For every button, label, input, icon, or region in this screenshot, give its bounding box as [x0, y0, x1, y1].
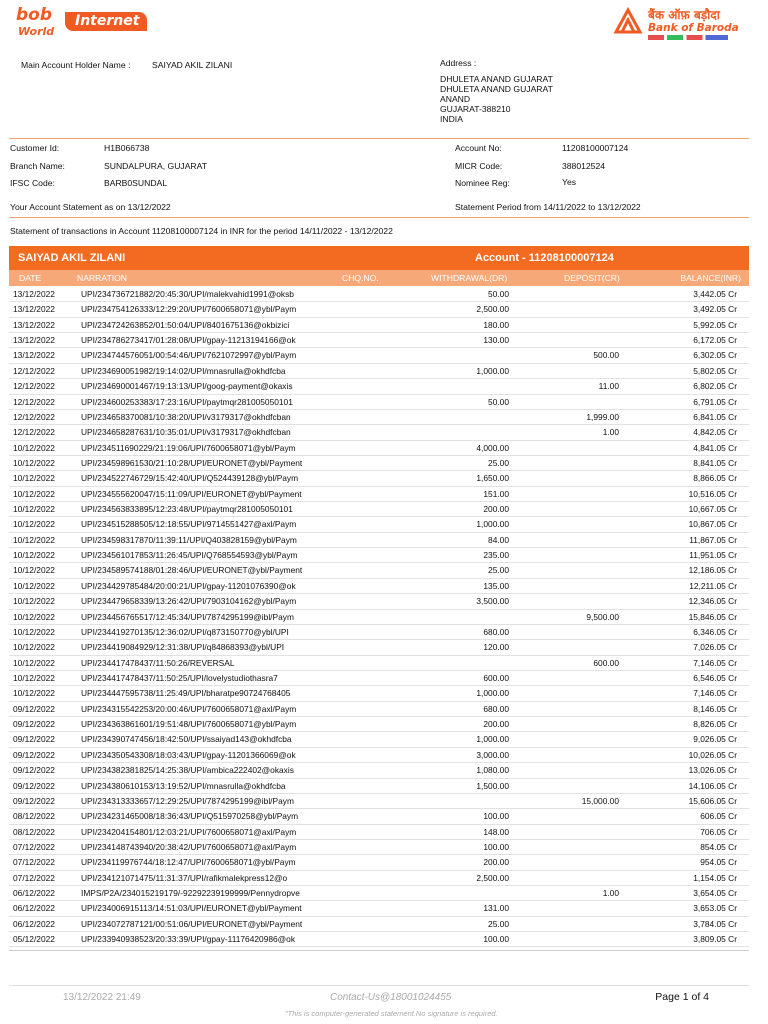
table-row [9, 395, 749, 410]
row-balance: 7,146.05 Cr [693, 688, 737, 699]
row-balance: 854.05 Cr [700, 841, 737, 852]
row-balance: 706.05 Cr [700, 826, 737, 837]
footer-contact: Contact-Us@18001024455 [330, 992, 452, 1003]
table-row [9, 840, 749, 855]
table-row [9, 379, 749, 394]
bank-name-english: Bank of Baroda [648, 22, 739, 34]
row-withdrawal: 131.00 [483, 903, 509, 914]
row-narration: UPI/234447595738/11:25:49/UPI/bharatpe90724768405 [81, 688, 291, 699]
table-row [9, 348, 749, 363]
row-deposit: 15,000.00 [581, 795, 619, 806]
row-narration: UPI/234380610153/13:19:52/UPI/mnasrulla@okhdfcba [81, 780, 286, 791]
row-narration: UPI/234598961530/21:10:28/UPI/EURONET@ybl/Payment [81, 457, 303, 468]
row-deposit: 11.00 [598, 381, 619, 392]
row-withdrawal: 1,000.00 [476, 519, 509, 530]
table-row [9, 364, 749, 379]
address-label: Address : [440, 58, 477, 68]
holder-name: SAIYAD AKIL ZILANI [152, 60, 233, 70]
table-row [9, 318, 749, 333]
row-date: 07/12/2022 [13, 841, 55, 852]
row-date: 10/12/2022 [13, 672, 55, 683]
row-narration: UPI/234315542253/20:00:46/UPI/7600658071@axl/Paym [81, 703, 297, 714]
row-date: 10/12/2022 [13, 488, 55, 499]
table-row [9, 502, 749, 517]
row-narration: UPI/234417478437/11:50:25/UPI/lovelystudiothasra7 [81, 672, 278, 683]
row-date: 10/12/2022 [13, 642, 55, 653]
bank-of-baroda-logo [612, 6, 739, 40]
row-narration: UPI/234382381825/14:25:38/UPI/ambica222402@okaxis [81, 765, 294, 776]
row-balance: 10,867.05 Cr [688, 519, 737, 530]
address-line: DHULETA ANAND GUJARAT [440, 84, 553, 94]
row-narration: UPI/234561017853/11:26:45/UPI/Q768554593@ybl/Paym [81, 550, 298, 561]
row-date: 10/12/2022 [13, 565, 55, 576]
row-date: 09/12/2022 [13, 780, 55, 791]
row-balance: 954.05 Cr [700, 857, 737, 868]
row-balance: 3,654.05 Cr [693, 888, 737, 899]
micr-value: 388012524 [562, 161, 606, 171]
statement-description: Statement of transactions in Account 11208100007124 in INR for the period 14/11/2022 - 13/12/2022 [10, 226, 393, 236]
row-withdrawal: 135.00 [483, 580, 509, 591]
row-date: 07/12/2022 [13, 857, 55, 868]
footer-note: "This is computer-generated statement.No signature is required. [285, 1009, 498, 1018]
row-withdrawal: 1,000.00 [476, 688, 509, 699]
footer-divider [9, 985, 749, 986]
micr-label: MICR Code: [455, 161, 503, 171]
row-narration: UPI/234563833895/12:23:48/UPI/paytmqr281005050101 [81, 504, 293, 515]
ifsc-value: BARB0SUNDAL [104, 178, 168, 188]
transactions-table [9, 287, 749, 947]
row-date: 07/12/2022 [13, 872, 55, 883]
page-indicator: Page 1 of 4 [655, 991, 709, 1003]
row-deposit: 600.00 [593, 657, 619, 668]
col-date: DATE [19, 273, 42, 283]
col-narration: NARRATION [77, 273, 127, 283]
table-row [9, 656, 749, 671]
row-deposit: 1.00 [602, 427, 619, 438]
row-narration: UPI/234148743940/20:38:42/UPI/7600658071@axl/Paym [81, 841, 297, 852]
col-withdrawal: WITHDRAWAL(DR) [431, 273, 508, 283]
table-bottom-line [9, 950, 749, 951]
row-balance: 12,186.05 Cr [688, 565, 737, 576]
row-date: 10/12/2022 [13, 442, 55, 453]
row-narration: UPI/234456765517/12:45:34/UPI/7874295199@ibl/Paym [81, 611, 294, 622]
row-date: 10/12/2022 [13, 550, 55, 561]
col-balance: BALANCE(INR) [680, 273, 741, 283]
footer-datetime: 13/12/2022 21:49 [63, 992, 141, 1003]
row-date: 10/12/2022 [13, 657, 55, 668]
bob-word: bob [16, 5, 53, 25]
account-no-label: Account No: [455, 143, 502, 153]
branch-label: Branch Name: [10, 161, 65, 171]
baroda-sun-icon [612, 6, 644, 36]
address-line: ANAND [440, 94, 471, 104]
row-withdrawal: 1,000.00 [476, 734, 509, 745]
table-holder-name: SAIYAD AKIL ZILANI [18, 252, 126, 264]
row-date: 13/12/2022 [13, 350, 55, 361]
table-header [9, 270, 749, 286]
row-narration: UPI/234119976744/18:12:47/UPI/7600658071@ybl/Paym [81, 857, 296, 868]
row-balance: 12,346.05 Cr [688, 596, 737, 607]
row-withdrawal: 2,500.00 [476, 304, 509, 315]
row-date: 05/12/2022 [13, 934, 55, 945]
table-row [9, 333, 749, 348]
row-withdrawal: 148.00 [483, 826, 509, 837]
row-date: 13/12/2022 [13, 304, 55, 315]
row-narration: UPI/234419084929/12:31:38/UPI/q84868393@ybl/UPI [81, 642, 285, 653]
col-deposit: DEPOSIT(CR) [564, 273, 620, 283]
row-narration: UPI/234429785484/20:00:21/UPI/gpay-11201076390@ok [81, 580, 296, 591]
table-row [9, 717, 749, 732]
customer-id-label: Customer Id: [10, 143, 60, 153]
row-narration: UPI/234724263852/01:50:04/UPI/8401675136@okbizici [81, 319, 290, 330]
row-narration: UPI/234736721882/20:45:30/UPI/malekvahid1991@oksb [81, 289, 294, 299]
row-balance: 8,146.05 Cr [693, 703, 737, 714]
row-withdrawal: 180.00 [483, 319, 509, 330]
row-date: 10/12/2022 [13, 611, 55, 622]
row-balance: 15,846.05 Cr [688, 611, 737, 622]
row-balance: 9,026.05 Cr [693, 734, 737, 745]
table-row [9, 640, 749, 655]
row-date: 09/12/2022 [13, 749, 55, 760]
row-date: 09/12/2022 [13, 734, 55, 745]
row-narration: UPI/234690051982/19:14:02/UPI/mnasrulla@okhdfcba [81, 365, 286, 376]
row-narration: UPI/234555620047/15:11:09/UPI/EURONET@ybl/Payment [81, 488, 302, 499]
table-row [9, 732, 749, 747]
table-row [9, 702, 749, 717]
row-narration: UPI/234786273417/01:28:08/UPI/gpay-11213194166@ok [81, 335, 296, 346]
row-date: 10/12/2022 [13, 457, 55, 468]
table-row [9, 579, 749, 594]
row-withdrawal: 25.00 [488, 457, 509, 468]
row-withdrawal: 3,500.00 [476, 596, 509, 607]
bob-world-internet-logo [16, 7, 144, 39]
row-date: 10/12/2022 [13, 504, 55, 515]
address-line: INDIA [440, 114, 463, 124]
row-narration: UPI/234589574188/01:28:46/UPI/EURONET@ybl/Payment [81, 565, 303, 576]
row-narration: UPI/234479658339/13:26:42/UPI/7903104162@ybl/Paym [81, 596, 297, 607]
row-withdrawal: 25.00 [488, 565, 509, 576]
row-date: 13/12/2022 [13, 289, 55, 299]
table-row [9, 517, 749, 532]
table-row [9, 594, 749, 609]
table-title-bar [9, 246, 749, 270]
table-row [9, 487, 749, 502]
row-narration: UPI/234417478437/11:50:26/REVERSAL [81, 657, 235, 668]
row-withdrawal: 200.00 [483, 857, 509, 868]
address-line: DHULETA ANAND GUJARAT [440, 74, 553, 84]
table-row [9, 287, 749, 302]
row-narration: UPI/234350543308/18:03:43/UPI/gpay-11201366069@ok [81, 749, 296, 760]
row-narration: UPI/234658287631/10:35:01/UPI/v3179317@okhdfcban [81, 427, 291, 438]
row-date: 12/12/2022 [13, 381, 55, 392]
row-withdrawal: 50.00 [488, 396, 509, 407]
row-withdrawal: 100.00 [483, 841, 509, 852]
row-narration: UPI/234744576051/00:54:46/UPI/7621072997@ybl/Paym [81, 350, 297, 361]
table-row [9, 901, 749, 916]
table-row [9, 563, 749, 578]
table-row [9, 671, 749, 686]
row-narration: UPI/234006915113/14:51:03/UPI/EURONET@ybl/Payment [81, 903, 302, 914]
row-date: 10/12/2022 [13, 519, 55, 530]
row-date: 09/12/2022 [13, 719, 55, 730]
table-row [9, 302, 749, 317]
row-balance: 11,951.05 Cr [689, 550, 737, 561]
row-date: 10/12/2022 [13, 596, 55, 607]
table-row [9, 610, 749, 625]
table-row [9, 932, 749, 947]
row-withdrawal: 1,000.00 [476, 365, 509, 376]
row-balance: 3,653.05 Cr [693, 903, 737, 914]
row-date: 10/12/2022 [13, 580, 55, 591]
flag-strip [648, 35, 728, 40]
table-row [9, 855, 749, 870]
row-balance: 15,606.05 Cr [688, 795, 737, 806]
table-row [9, 548, 749, 563]
row-withdrawal: 130.00 [483, 335, 509, 346]
row-narration: IMPS/P2A/234015219179/-92292239199999/Pennydropve [81, 888, 300, 899]
table-row [9, 456, 749, 471]
row-withdrawal: 200.00 [483, 719, 509, 730]
row-withdrawal: 680.00 [483, 626, 509, 637]
table-row [9, 886, 749, 901]
row-balance: 3,809.05 Cr [693, 934, 737, 945]
row-date: 08/12/2022 [13, 826, 55, 837]
table-row [9, 825, 749, 840]
nominee-value: Yes [562, 177, 577, 187]
row-balance: 10,667.05 Cr [688, 504, 737, 515]
row-withdrawal: 1,500.00 [476, 780, 509, 791]
table-row [9, 410, 749, 425]
address-line: GUJARAT-388210 [440, 104, 511, 114]
row-withdrawal: 3,000.00 [476, 749, 509, 760]
row-narration: UPI/234511690229/21:19:06/UPI/7600658071@ybl/Paym [81, 442, 296, 453]
row-withdrawal: 1,080.00 [476, 765, 509, 776]
row-withdrawal: 680.00 [483, 703, 509, 714]
table-row [9, 625, 749, 640]
row-date: 13/12/2022 [13, 319, 55, 330]
row-date: 08/12/2022 [13, 811, 55, 822]
row-balance: 11,867.05 Cr [689, 534, 737, 545]
row-balance: 3,784.05 Cr [693, 918, 737, 929]
row-withdrawal: 600.00 [483, 672, 509, 683]
row-narration: UPI/234658370081/10:38:20/UPI/v3179317@okhdfcban [81, 411, 291, 422]
row-narration: UPI/234121071475/11:31:37/UPI/rafikmalekpress12@o [81, 872, 288, 883]
row-deposit: 1.00 [602, 888, 619, 899]
row-balance: 7,026.05 Cr [693, 642, 737, 653]
row-balance: 8,826.05 Cr [693, 719, 737, 730]
row-withdrawal: 25.00 [488, 918, 509, 929]
row-narration: UPI/234363861601/19:51:48/UPI/7600658071@ybl/Paym [81, 719, 297, 730]
row-balance: 606.05 Cr [700, 811, 737, 822]
table-row [9, 441, 749, 456]
row-date: 09/12/2022 [13, 703, 55, 714]
table-row [9, 748, 749, 763]
row-date: 09/12/2022 [13, 765, 55, 776]
world-word: World [18, 25, 55, 38]
row-narration: UPI/234600253383/17:23:16/UPI/paytmqr281005050101 [81, 396, 293, 407]
row-date: 10/12/2022 [13, 626, 55, 637]
row-withdrawal: 84.00 [488, 534, 509, 545]
row-date: 06/12/2022 [13, 888, 55, 899]
row-withdrawal: 100.00 [483, 934, 509, 945]
row-narration: UPI/234072787121/00:51:06/UPI/EURONET@ybl/Payment [81, 918, 303, 929]
row-withdrawal: 235.00 [483, 550, 509, 561]
row-balance: 5,802.05 Cr [693, 365, 737, 376]
ifsc-label: IFSC Code: [10, 178, 55, 188]
row-date: 12/12/2022 [13, 411, 55, 422]
row-balance: 3,492.05 Cr [693, 304, 737, 315]
row-narration: UPI/234754126333/12:29:20/UPI/7600658071@ybl/Paym [81, 304, 297, 315]
row-date: 10/12/2022 [13, 473, 55, 484]
table-row [9, 871, 749, 886]
row-deposit: 9,500.00 [586, 611, 619, 622]
row-narration: UPI/234598317870/11:39:11/UPI/Q403828159@ybl/Paym [81, 534, 297, 545]
row-balance: 3,442.05 Cr [693, 289, 737, 299]
statement-period: Statement Period from 14/11/2022 to 13/12/2022 [455, 202, 641, 212]
row-withdrawal: 50.00 [488, 289, 509, 299]
table-row [9, 763, 749, 778]
row-balance: 6,172.05 Cr [693, 335, 737, 346]
nominee-label: Nominee Reg: [455, 178, 510, 188]
row-date: 12/12/2022 [13, 365, 55, 376]
divider [9, 138, 749, 139]
table-row [9, 686, 749, 701]
col-chq: CHQ.NO. [342, 273, 379, 283]
row-balance: 7,146.05 Cr [693, 657, 737, 668]
table-row [9, 533, 749, 548]
row-narration: UPI/234204154801/12:03:21/UPI/7600658071@axl/Paym [81, 826, 297, 837]
row-balance: 6,302.05 Cr [693, 350, 737, 361]
row-balance: 8,841.05 Cr [693, 457, 737, 468]
row-balance: 8,866.05 Cr [693, 473, 737, 484]
table-account-title: Account - 11208100007124 [475, 252, 614, 264]
row-withdrawal: 1,650.00 [476, 473, 509, 484]
row-date: 09/12/2022 [13, 795, 55, 806]
row-balance: 10,026.05 Cr [688, 749, 737, 760]
row-balance: 4,842.05 Cr [693, 427, 737, 438]
row-date: 06/12/2022 [13, 903, 55, 914]
bank-name-hindi: बैंक ऑफ़ बड़ौदा [648, 8, 720, 22]
holder-label: Main Account Holder Name : [21, 60, 131, 70]
row-narration: UPI/233940938523/20:33:39/UPI/gpay-11176420986@ok [81, 934, 296, 945]
row-narration: UPI/234231465008/18:36:43/UPI/Q515970258@ybl/Paym [81, 811, 299, 822]
row-narration: UPI/234515288505/12:18:55/UPI/9714551427@axl/Paym [81, 519, 297, 530]
row-deposit: 500.00 [593, 350, 619, 361]
row-balance: 6,546.05 Cr [693, 672, 737, 683]
row-withdrawal: 120.00 [483, 642, 509, 653]
statement-as-on: Your Account Statement as on 13/12/2022 [10, 202, 171, 212]
row-balance: 4,841.05 Cr [693, 442, 737, 453]
table-row [9, 809, 749, 824]
row-balance: 6,791.05 Cr [693, 396, 737, 407]
row-date: 13/12/2022 [13, 335, 55, 346]
divider [9, 217, 749, 218]
row-date: 10/12/2022 [13, 534, 55, 545]
row-balance: 5,992.05 Cr [693, 319, 737, 330]
table-row [9, 917, 749, 932]
table-row [9, 794, 749, 809]
row-date: 12/12/2022 [13, 396, 55, 407]
row-balance: 10,516.05 Cr [688, 488, 737, 499]
row-narration: UPI/234419270135/12:36:02/UPI/q873150770@ybl/UPI [81, 626, 289, 637]
branch-value: SUNDALPURA, GUJARAT [104, 161, 207, 171]
table-row [9, 779, 749, 794]
row-balance: 13,026.05 Cr [688, 765, 737, 776]
row-withdrawal: 151.00 [483, 488, 509, 499]
row-balance: 12,211.05 Cr [689, 580, 737, 591]
row-narration: UPI/234690001467/19:13:13/UPI/goog-payment@okaxis [81, 381, 293, 392]
row-date: 10/12/2022 [13, 688, 55, 699]
row-balance: 14,106.05 Cr [688, 780, 737, 791]
table-row [9, 471, 749, 486]
row-withdrawal: 2,500.00 [476, 872, 509, 883]
row-withdrawal: 100.00 [483, 811, 509, 822]
internet-tag: Internet [65, 12, 147, 31]
row-balance: 6,841.05 Cr [693, 411, 737, 422]
row-narration: UPI/234313333657/12:29:25/UPI/7874295199@ibl/Paym [81, 795, 294, 806]
row-balance: 1,154.05 Cr [693, 872, 737, 883]
row-balance: 6,346.05 Cr [693, 626, 737, 637]
table-row [9, 425, 749, 440]
customer-id-value: H1B066738 [104, 143, 150, 153]
row-narration: UPI/234390747456/18:42:50/UPI/ssaiyad143@okhdfcba [81, 734, 292, 745]
row-withdrawal: 4,000.00 [476, 442, 509, 453]
row-narration: UPI/234522746729/15:42:40/UPI/Q524439128@ybl/Paym [81, 473, 299, 484]
row-date: 12/12/2022 [13, 427, 55, 438]
row-date: 06/12/2022 [13, 918, 55, 929]
account-no-value: 11208100007124 [562, 143, 629, 153]
row-balance: 6,802.05 Cr [693, 381, 737, 392]
row-withdrawal: 200.00 [483, 504, 509, 515]
row-deposit: 1,999.00 [586, 411, 619, 422]
